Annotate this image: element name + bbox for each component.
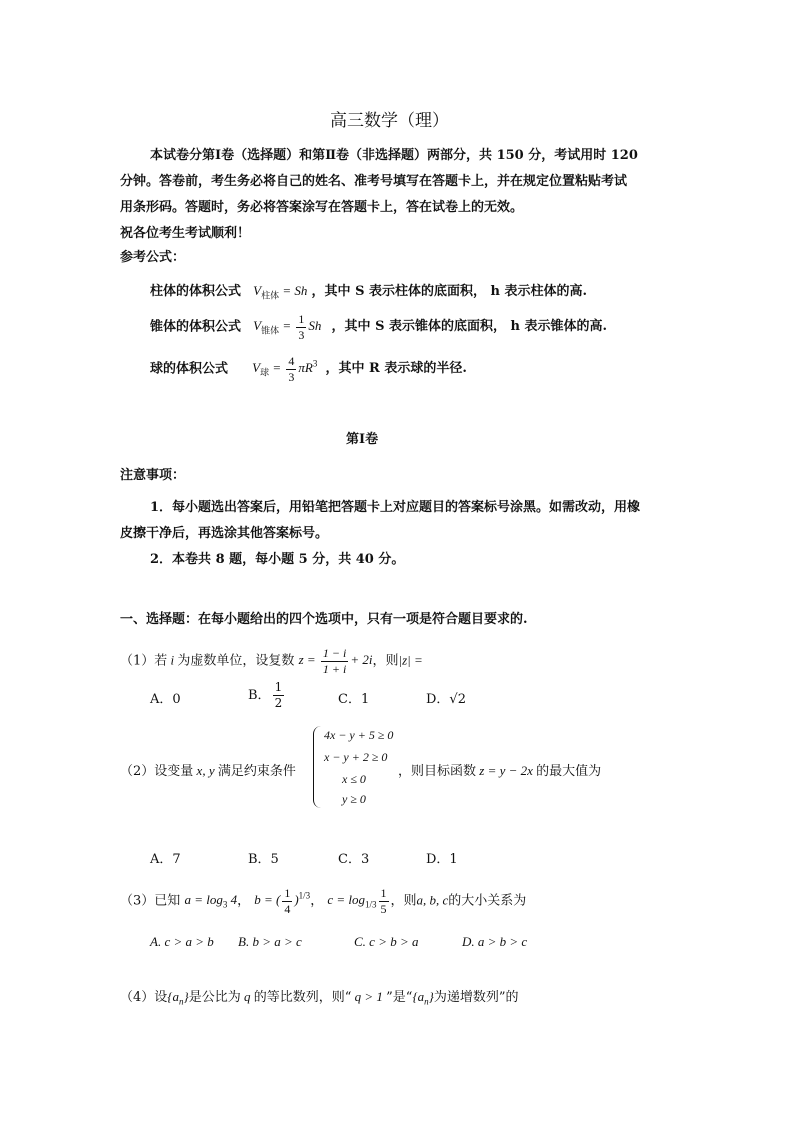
notice-item-1-line-2: 皮擦干净后，再选涂其他答案标号。 [120,526,329,541]
q3-number: （3） [120,893,155,909]
q3-stem-d: 的大小关系为 [448,893,527,909]
q2-stem-d: 的最大值为 [536,764,602,779]
question-3: （3）已知 $a = \log_3 4$， b = ( $\frac{1}{4}$ )$^{1/3}$， $c = \log_{1/3}$ $\frac{1}{5}$ ，则a, b, c的大小关系为 [120,886,527,916]
q2-option-d: D．1 [426,852,458,867]
q4-stem-d: ”是“ [386,990,413,1005]
formula-prism-expr: $V_{柱体} = Sh$ [253,283,308,301]
notice-header: 注意事项： [120,468,186,483]
question-2: （2）设变量 x, y 满足约束条件 [120,763,296,779]
formula-cone-label: 锥体的体积公式 [150,319,242,335]
q2-brace [313,726,322,808]
q4-stem-b: 是公比为 [188,990,241,1005]
q1-stem-a: 若 [154,653,168,669]
q2-option-b: B．5 [248,852,279,867]
q1-option-c: C．1 [338,692,370,707]
q1-option-d: D．√2 [426,692,466,707]
q1-stem-b: 为虚数单位，设复数 [177,653,295,669]
q3-expr-b: b = ( $\frac{1}{4}$ )$^{1/3}$ [254,886,311,916]
q1-option-b: B． $\frac{1}{2}$ [248,680,283,710]
formula-cone [150,312,607,343]
q3-option-b: B. b > a > c [238,934,302,949]
q1-stem-c: ，则 [372,653,399,669]
intro-line-1: 本试卷分第Ⅰ卷（选择题）和第Ⅱ卷（非选择题）两部分，共 150 分，考试用时 120 [150,148,638,163]
section-title: 第Ⅰ卷 [346,432,379,447]
q1-number: （1） [120,653,155,669]
part1-header: 一、选择题：在每小题给出的四个选项中，只有一项是符合题目要求的. [120,612,528,627]
wish-text: 祝各位考生考试顺利！ [120,226,251,241]
formula-sphere-expr: $V_球$ = $\frac{4}{3}$ $\pi R^3$ [252,354,318,384]
q3-option-a: A. c > a > b [150,934,214,949]
q2-stem-c: ，则目标函数 [398,764,477,779]
q4-stem-a: 设 [154,990,168,1005]
q4-number: （4） [120,990,155,1005]
q1-option-a: A．0 [150,692,181,707]
q3-stem-c: ，则 [390,893,417,909]
question-4: （4）设$\{a_n\}$是公比为 q 的等比数列，则“ q > 1 ”是“$\{a_n\}$为递增数列”的 [120,989,519,1007]
q2-target: ，则目标函数 z = y − 2x 的最大值为 [398,763,602,779]
q2-option-c: C．3 [338,852,370,867]
q2-constraint-4: y ≥ 0 [342,792,366,806]
q3-option-c: C. c > b > a [354,934,419,949]
formula-prism-desc: ，其中 S 表示柱体的底面积， h 表示柱体的高. [311,284,588,299]
q3-stem-a: 已知 [154,893,181,909]
formula-prism-label: 柱体的体积公式 [150,284,242,299]
q2-constraint-3: x ≤ 0 [342,772,366,786]
q3-option-d: D. a > b > c [462,934,528,949]
q4-stem-c: 的等比数列，则“ [253,990,352,1005]
question-1: （1）若 i 为虚数单位，设复数 z = $\frac{1 - i}{1 + i}$ + 2i，则|z| = [120,646,423,676]
notice-item-2: 2．本卷共 8 题，每小题 5 分，共 40 分。 [150,552,405,567]
notice-item-1-line-1: 1．每小题选出答案后，用铅笔把答题卡上对应题目的答案标号涂黑。如需改动，用橡 [150,500,641,515]
formula-sphere-desc: ，其中 R 表示球的半径. [325,361,467,377]
formula-sphere-label: 球的体积公式 [150,361,229,377]
formula-sphere [150,354,467,385]
page-title: 高三数学（理） [330,111,449,131]
formula-header: 参考公式： [120,250,186,265]
intro-line-2: 分钟。答卷前，考生务必将自己的姓名、准考号填写在答题卡上，并在规定位置粘贴考试 [120,174,628,189]
q2-stem-a: 设变量 [154,764,194,779]
formula-cone-expr: $V_{锥体}$ = $\frac{1}{3}$ Sh [253,312,322,342]
intro-line-3: 用条形码。答题时，务必将答案涂写在答题卡上，答在试卷上的无效。 [120,200,524,215]
formula-cone-desc: ，其中 S 表示锥体的底面积， h 表示锥体的高. [331,319,608,335]
q2-constraint-2: x − y + 2 ≥ 0 [324,750,388,764]
q2-stem-b: 满足约束条件 [217,764,296,779]
q2-number: （2） [120,764,155,779]
q1-expression: z = $\frac{1 - i}{1 + i}$ + 2i [298,646,373,676]
q2-constraint-1: 4x − y + 5 ≥ 0 [324,728,394,742]
q3-expr-a: $a = \log_3 4$ [184,892,238,911]
formula-prism [150,280,587,302]
q4-stem-e: 为递增数列”的 [433,990,519,1005]
q2-option-a: A．7 [150,852,181,867]
q3-expr-c: $c = \log_{1/3}$ $\frac{1}{5}$ [327,886,387,916]
